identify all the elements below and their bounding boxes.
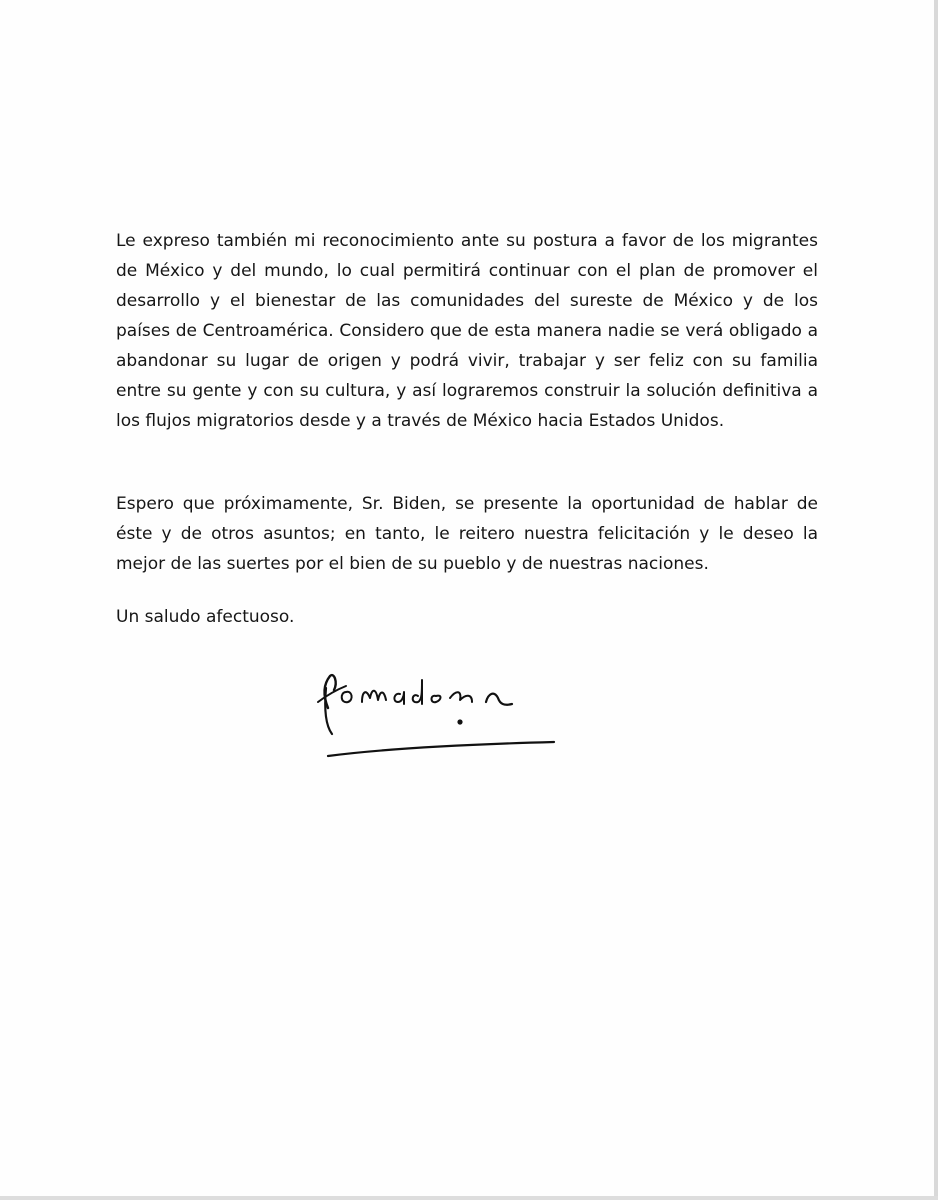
signature-icon: [300, 660, 570, 770]
letter-paragraph-migrants: Le expreso también mi reconocimiento ante su postura a favor de los migrantes de México y del mundo, lo cual permitirá continuar con el plan de promover el desarrollo y el bienestar de las comunidades del sureste de México y de los países de Centroamérica. Considero que de esta manera nadie se verá obligado a abandonar su lugar de origen y podrá vivir, trabajar y ser feliz con su familia entre su gente y con su cultura, y así lograremos construir la solución definitiva a los flujos migratorios desde y a través de México hacia Estados Unidos.: [116, 231, 818, 431]
letter-paragraph-future-talks: Espero que próximamente, Sr. Biden, se presente la oportunidad de hablar de éste y de otros asuntos; en tanto, le reitero nuestra felicitación y le deseo la mejor de las suertes por el bien de su pueblo y de nuestras naciones.: [116, 494, 818, 574]
page-edge-right: [934, 0, 938, 1200]
page-edge-bottom: [0, 1196, 938, 1200]
letter-closing: Un saludo afectuoso.: [116, 607, 295, 627]
